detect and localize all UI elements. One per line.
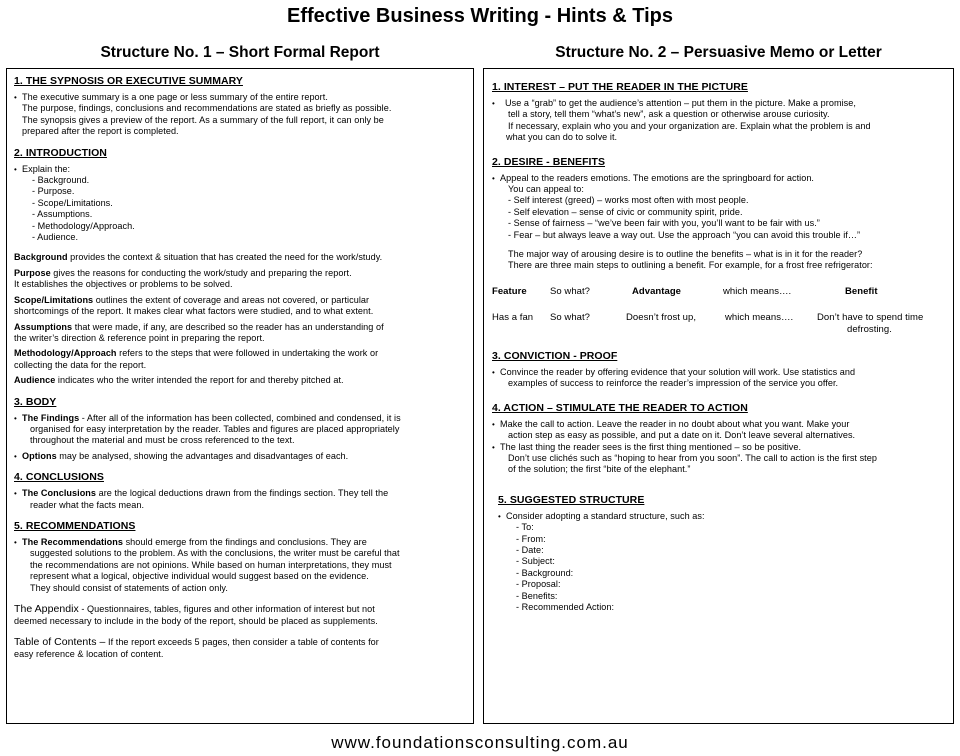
paragraph: Audience indicates who the writer intended the report for and thereby pitched at. <box>14 375 344 386</box>
bullet-item: • Consider adopting a standard structure, such as: - To: - From: - Date: - Subject: - Background: - Proposal: - Benefits: - Recommended Action: <box>498 511 947 614</box>
bullet-item: • The last thing the reader sees is the first thing mentioned – so be positive. Don’t use clichés such as “hoping to hear from you soon”. The call to action is the first step of the solution; the first “bite of the elephant.” <box>492 442 947 476</box>
section-heading: 1. INTEREST – PUT THE READER IN THE PICTURE <box>492 81 748 93</box>
persuasive-memo-panel <box>483 68 954 724</box>
appendix-paragraph: The Appendix - Questionnaires, tables, figures and other information of interest but not deemed necessary to include in the body of the report, should be placed as supplements. <box>14 603 378 626</box>
section-heading: 3. CONVICTION - PROOF <box>492 349 618 362</box>
bullet-item: • Appeal to the readers emotions. The emotions are the springboard for action. You can appeal to: - Self interest (greed) – works most often with most people. - Self elevation – sense of civic or community spirit, pride. - Sense of fairness – “we’ve been fair with you, you’ll want to be fair with us.” - Fear – but always leave a way out. Use the approach “you can avoid this trouble if…” The major way of arousing desire is to outline the benefits – what is in it for the reader? There are three main steps to outlining a benefit. For example, for a frost free refrigerator: <box>492 173 947 272</box>
website-footer: www.foundationsconsulting.com.au <box>331 733 629 752</box>
benefit-table-header: Feature So what? Advantage which means…. Benefit <box>492 285 878 297</box>
list-item: - Assumptions. <box>32 209 93 220</box>
list-item: - Benefits: <box>516 590 558 601</box>
list-item: - To: <box>516 522 534 533</box>
bullet-item: • Use a “grab” to get the audience’s attention – put them in the picture. Make a promise, tell a story, tell them “what’s new”, ask a question or otherwise arouse curiosity. If necessary, explain who you and your organization are. Explain what the problem is and what you can do to solve it. <box>492 98 947 144</box>
left-column-title: Structure No. 1 – Short Formal Report <box>100 44 380 61</box>
paragraph: Background provides the context & situation that has created the need for the work/study. <box>14 252 383 263</box>
section-heading: 2. INTRODUCTION <box>14 146 107 159</box>
section-heading: 4. ACTION – STIMULATE THE READER TO ACTION <box>492 401 748 414</box>
paragraph: Assumptions that were made, if any, are described so the reader has an understanding of the writer’s direction & reference point in preparing the report. <box>14 321 384 343</box>
section-heading: 5. RECOMMENDATIONS <box>14 519 136 532</box>
list-item: - Recommended Action: <box>516 601 615 612</box>
bullet-item: • The Conclusions are the logical deductions drawn from the findings section. They tell the reader what the facts mean. <box>14 488 467 511</box>
right-column-title: Structure No. 2 – Persuasive Memo or Letter <box>555 44 882 61</box>
list-item: - Background. <box>32 175 90 186</box>
paragraph: Purpose gives the reasons for conducting the work/study and preparing the report. It establishes the objectives or problems to be solved. <box>14 267 352 290</box>
bullet-item: • Convince the reader by offering evidence that your solution will work. Use statistics and examples of success to reinforce the reader’s impression of the service you offer. <box>492 367 947 390</box>
bullet-item: • Options may be analysed, showing the advantages and disadvantages of each. <box>14 451 467 462</box>
bullet-item: • Make the call to action. Leave the reader in no doubt about what you want. Make your action step as easy as possible, and put a date on it. Don’t leave several alternatives. <box>492 419 947 442</box>
bullet-item: • Explain the: - Background. - Purpose. - Scope/Limitations. - Assumptions. - Methodology/Approach. - Audience. <box>14 164 467 244</box>
short-formal-report-panel <box>6 68 474 724</box>
bullet-item: • The Findings - After all of the information has been collected, combined and condensed, it is organised for easy interpretation by the reader. Tables and figures are placed appropriately throughout the material and must be cross referenced to the text. <box>14 413 467 447</box>
benefit-table-row: Has a fan So what? Doesn’t frost up, which means…. Don’t have to spend time defrosting. <box>492 311 924 335</box>
list-item: - Scope/Limitations. <box>32 197 113 208</box>
bullet-item: • The Recommendations should emerge from the findings and conclusions. They are suggested solutions to the problem. As with the conclusions, the writer must be careful that the recommendations are not opinions. While based on human interpretations, they must represent what a logical, objective individual would suggest based on the evidence. They should consist of statements of action only. <box>14 537 467 594</box>
toc-paragraph: Table of Contents – If the report exceeds 5 pages, then consider a table of contents for easy reference & location of content. <box>14 636 379 660</box>
paragraph: Methodology/Approach refers to the steps that were followed in undertaking the work or collecting the data for the report. <box>14 348 379 370</box>
list-item: - Proposal: <box>516 579 561 590</box>
section-heading: 5. SUGGESTED STRUCTURE <box>498 493 645 506</box>
section-heading: 4. CONCLUSIONS <box>14 471 104 484</box>
list-item: - Purpose. <box>32 186 75 197</box>
section-heading: 2. DESIRE - BENEFITS <box>492 155 606 168</box>
list-item: - Date: <box>516 544 544 555</box>
list-item: - Subject: <box>516 556 555 567</box>
list-item: - From: <box>516 533 546 544</box>
section-heading: 3. BODY <box>14 395 57 408</box>
list-item: - Methodology/Approach. <box>32 220 135 231</box>
page-title: Effective Business Writing - Hints & Tips <box>287 5 673 27</box>
list-item: - Background: <box>516 567 574 578</box>
paragraph: Scope/Limitations outlines the extent of coverage and areas not covered, or particular shortcomings of the report. It makes clear what factors were studied, and to what extent. <box>14 294 374 317</box>
section-heading: 1. THE SYPNOSIS OR EXECUTIVE SUMMARY <box>14 75 243 87</box>
list-item: - Audience. <box>32 232 79 243</box>
bullet-item: • The executive summary is a one page or less summary of the entire report. The purpose, findings, conclusions and recommendations are stated as briefly as possible. The synopsis gives a preview of the report. As a summary of the full report, it can only be prepared after the report is completed. <box>14 92 467 138</box>
